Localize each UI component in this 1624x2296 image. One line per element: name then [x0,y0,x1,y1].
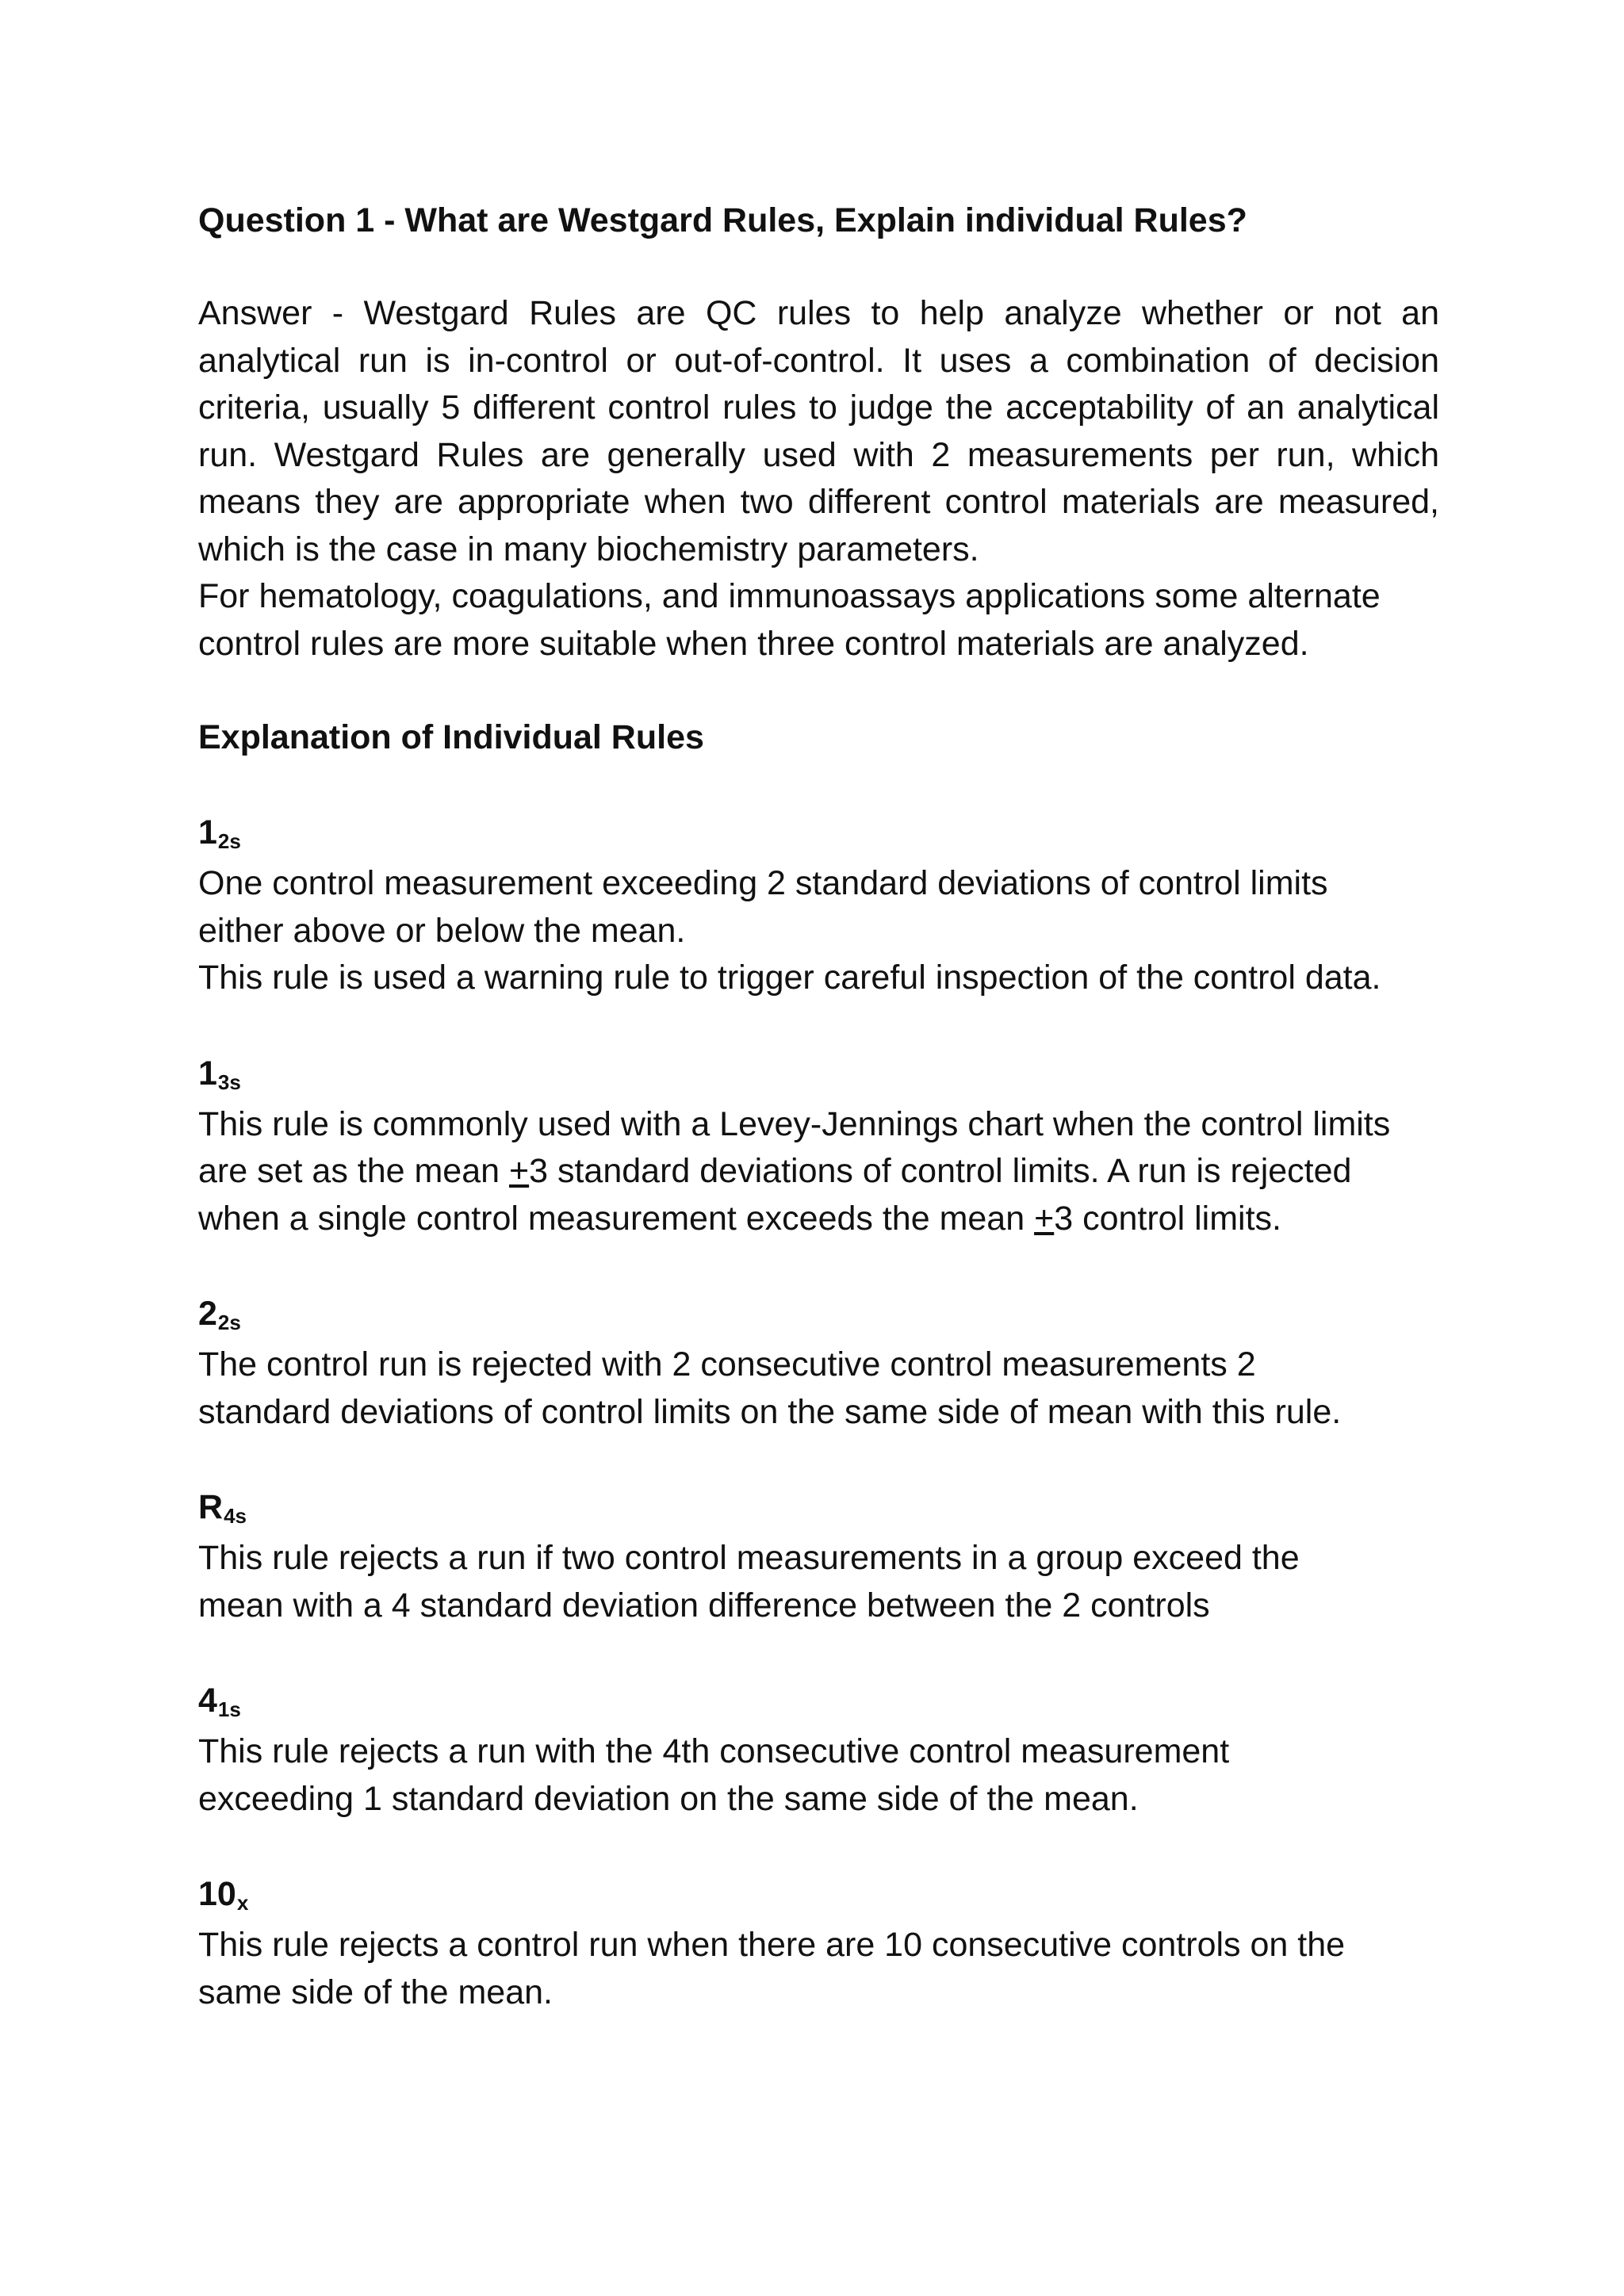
rule-text-line: mean with a 4 standard deviation difference between the 2 controls [198,1586,1210,1624]
rule-text-line: One control measurement exceeding 2 standard deviations of control limits [198,864,1328,902]
rule-title-sub: 3s [217,1070,241,1094]
rule-title [198,1483,1439,1535]
answer-paragraph-alternate: For hematology, coagulations, and immunoassays applications some alternate control rules are more suitable when three control materials are analyzed. [198,577,1381,663]
rule-title-main: 1 [198,1054,217,1093]
rule-r-4s [198,1483,1439,1629]
rule-2-2s [198,1290,1439,1436]
rule-text-line: This rule is used a warning rule to trigger careful inspection of the control data. [198,959,1381,997]
rule-title-main: 2 [198,1295,217,1333]
rule-text-line: standard deviations of control limits on the same side of mean with this rule. [198,1392,1342,1431]
rule-title [198,1677,1439,1728]
rule-title-sub: 2s [217,1311,241,1334]
rule-10-x [198,1870,1439,2016]
rule-text-line: exceeding 1 standard deviation on the same side of the mean. [198,1779,1139,1818]
rule-1-3s [198,1050,1439,1243]
rule-title-main: 1 [198,813,217,851]
answer-paragraph: Answer - Westgard Rules are QC rules to help analyze whether or not an analytical run is in-control or out-of-control. It uses a combination of decision criteria, usually 5 different control rules to judge the acceptability of an analytical run. Westgard Rules are generally used with 2 measurements per run, which means they are appropriate when two different control materials are measured, which is the case in many biochemistry parameters. [198,294,1439,568]
plus-minus-symbol: + [1034,1199,1055,1238]
rule-title [198,1870,1439,1922]
answer-block [198,290,1439,668]
rule-text-line: This rule rejects a run with the 4th consecutive control measurement [198,1732,1230,1770]
plus-minus-symbol: + [509,1152,530,1190]
rule-text-segment: 3 control limits. [1054,1199,1281,1238]
rule-title-main: 10 [198,1875,236,1913]
rule-4-1s [198,1677,1439,1823]
rule-text-line: same side of the mean. [198,1973,553,2011]
rule-1-2s [198,809,1439,1002]
rule-title-sub: 1s [217,1697,241,1721]
rule-title-sub: 2s [217,829,241,853]
rule-text-line: This rule is commonly used with a Levey-Jennings chart when the control limits [198,1104,1391,1143]
rule-text-line [198,1148,1439,1196]
document-page [198,197,1439,2016]
rule-text-segment: when a single control measurement exceeds the mean [198,1199,1035,1238]
rule-text-segment: are set as the mean [198,1152,509,1190]
rule-text-line: This rule rejects a control run when there are 10 consecutive controls on the [198,1926,1346,1964]
rule-title-main: 4 [198,1682,217,1720]
rule-title-sub: x [236,1891,249,1915]
question-heading: Question 1 - What are Westgard Rules, Explain individual Rules? [198,201,1247,239]
rule-title-main: R [198,1488,224,1526]
rule-title [198,809,1439,860]
rule-text-line: This rule rejects a run if two control measurements in a group exceed the [198,1539,1300,1577]
rule-title-sub: 4s [224,1504,247,1528]
rule-text-line [198,1196,1439,1243]
rule-text-line: either above or below the mean. [198,911,686,950]
rule-title [198,1050,1439,1101]
rule-text-segment: 3 standard deviations of control limits. A run is rejected [529,1152,1352,1190]
section-heading: Explanation of Individual Rules [198,718,704,756]
rule-title [198,1290,1439,1341]
rule-text-line: The control run is rejected with 2 consecutive control measurements 2 [198,1345,1256,1383]
